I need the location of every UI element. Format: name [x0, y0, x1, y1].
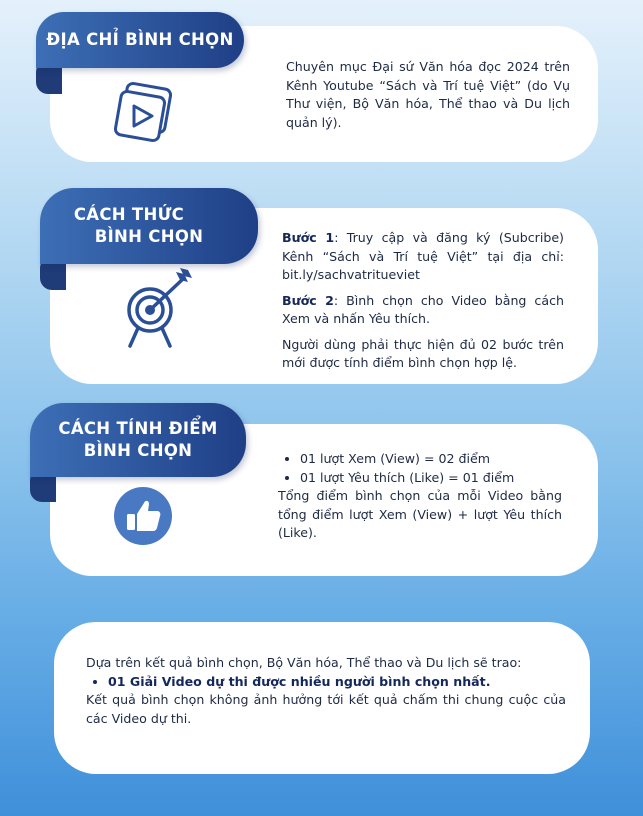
- play-video-icon: [110, 80, 178, 146]
- scoring-bullet: • 01 lượt Yêu thích (Like) = 01 điểm: [300, 469, 562, 488]
- thumbs-up-icon: [113, 486, 173, 546]
- scoring-text: [278, 450, 562, 543]
- step1-paragraph: [282, 229, 564, 285]
- scoring-paragraph: Tổng điểm bình chọn của mỗi Video bằng tổng điểm lượt Xem (View) + lượt Yêu thích (Like).: [278, 488, 562, 540]
- scoring-title-line2: BÌNH CHỌN: [83, 441, 193, 460]
- address-text: Chuyên mục Đại sứ Văn hóa đọc 2024 trên Kênh Youtube “Sách và Trí tuệ Việt” (do Vụ Thư viện, Bộ Văn hóa, Thể thao và Du lịch quản lý).: [286, 59, 570, 130]
- scoring-title-line1: CÁCH TÍNH ĐIỂM: [58, 419, 218, 438]
- step2-text: : Bình chọn cho Video bằng cách Xem và nhấn Yêu thích.: [282, 292, 564, 326]
- method-title-line2: BÌNH CHỌN: [94, 227, 204, 246]
- award-intro: Dựa trên kết quả bình chọn, Bộ Văn hóa, Thể thao và Du lịch sẽ trao:: [86, 655, 522, 670]
- target-arrow-icon: [118, 266, 196, 350]
- award-text: [86, 654, 566, 728]
- award-note: Kết quả bình chọn không ảnh hưởng tới kết quả chấm thi chung cuộc của các Video dự thi.: [86, 692, 566, 726]
- method-note: Người dùng phải thực hiện đủ 02 bước trên mới được tính điểm bình chọn hợp lệ.: [282, 336, 564, 370]
- method-text: [282, 229, 564, 373]
- method-title-tab: [40, 188, 258, 264]
- award-list: [86, 673, 566, 692]
- scoring-title-tab: [30, 403, 246, 477]
- method-title-line1: CÁCH THỨC: [73, 205, 185, 224]
- scoring-list: [278, 450, 562, 487]
- step2-label: Bước 2: [282, 292, 334, 308]
- step2-paragraph: [282, 292, 564, 329]
- address-title: ĐỊA CHỈ BÌNH CHỌN: [46, 30, 234, 49]
- address-title-tab: [36, 12, 244, 68]
- step1-text: : Truy cập và đăng ký (Subcribe) Kênh “Sách và Trí tuệ Việt” tại địa chỉ: bit.ly/sachvatritueviet: [282, 230, 564, 282]
- award-bullet: • 01 Giải Video dự thi được nhiều người bình chọn nhất.: [108, 673, 566, 692]
- scoring-bullet: • 01 lượt Xem (View) = 02 điểm: [300, 450, 562, 469]
- step1-label: Bước 1: [282, 230, 335, 245]
